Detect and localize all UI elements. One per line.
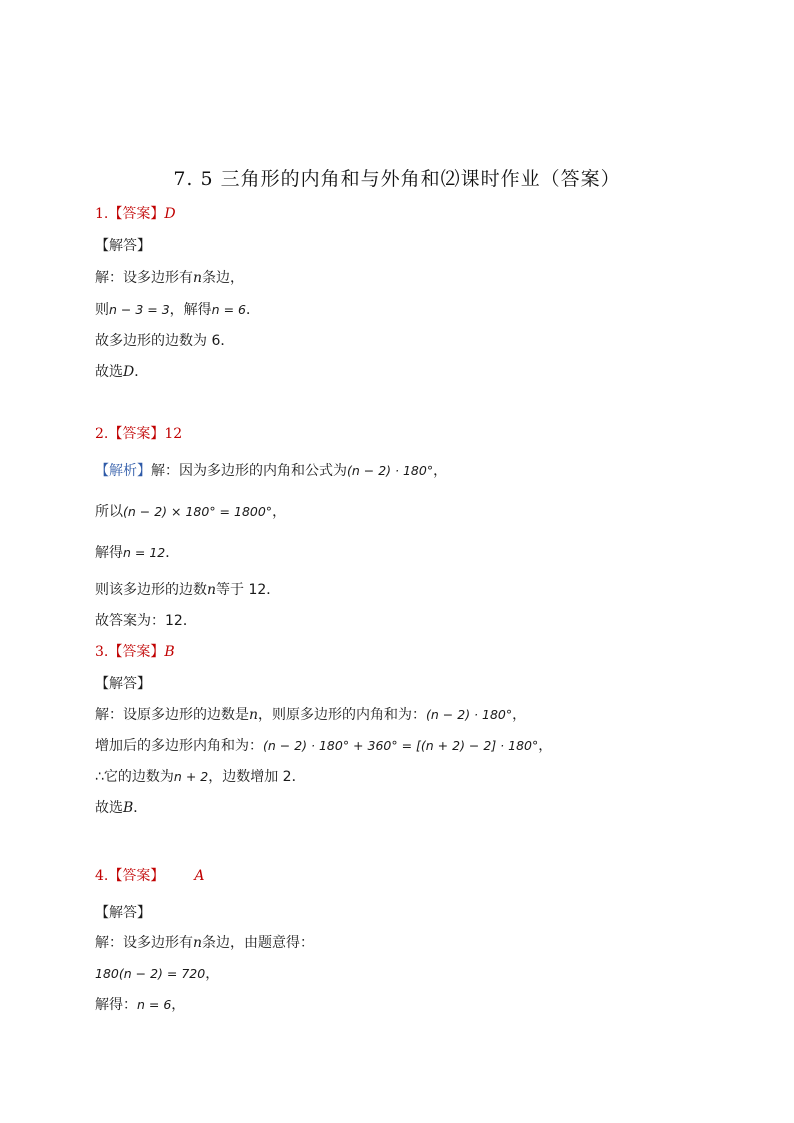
q3-answer-label: 【答案】 <box>108 644 165 660</box>
q1-line-1-text: 解：设多边形有 <box>95 270 193 286</box>
q1-line-2-math: n − 3 = 3 <box>109 302 170 317</box>
q1-answer-line <box>95 205 176 223</box>
q3-line-1-text3: ， <box>512 707 527 723</box>
q2-line-2-math: (n − 2) × 180° = 1800° <box>123 504 273 519</box>
q1-line-1-var: n <box>193 270 203 286</box>
q3-line-3 <box>95 768 306 786</box>
q1-line-1-text2: 条边， <box>202 270 245 286</box>
q3-line-4-var: B <box>123 800 134 816</box>
q3-line-2-text2: ， <box>538 738 553 754</box>
q2-answer-value: 12 <box>164 426 183 442</box>
q3-answer-line <box>95 643 175 661</box>
q3-line-1-math: (n − 2) · 180° <box>426 707 513 722</box>
q4-line-3-text2: ， <box>171 997 186 1013</box>
q1-line-2-text: 则 <box>95 302 109 318</box>
q1-line-2-math2: n = 6 <box>211 302 246 317</box>
q2-line-1 <box>95 462 447 480</box>
q1-line-4-text: 故选 <box>95 364 123 380</box>
q4-line-1 <box>95 934 314 952</box>
q4-answer-line <box>95 867 204 885</box>
q3-line-2 <box>95 737 552 755</box>
q4-line-2 <box>95 965 219 983</box>
q3-line-3-math: n + 2 <box>173 769 209 784</box>
q1-line-4-var: D <box>123 364 135 380</box>
q2-line-4-var: n <box>207 582 217 598</box>
q2-answer-label: 【答案】 <box>108 426 165 442</box>
q4-line-2-math: 180(n − 2) = 720 <box>95 966 206 981</box>
q4-line-1-text: 解：设多边形有 <box>95 935 193 951</box>
q1-line-4 <box>95 363 148 381</box>
q1-answer-label: 【答案】 <box>108 206 165 222</box>
q3-line-1-text: 解：设原多边形的边数是 <box>95 707 249 723</box>
q2-line-1-text: 解：因为多边形的内角和公式为 <box>151 463 347 479</box>
q4-number: 4. <box>95 868 109 884</box>
q3-number: 3. <box>95 644 109 660</box>
q4-answer-value: A <box>194 868 205 884</box>
q2-line-1-text2: ， <box>433 463 448 479</box>
q3-line-1-text2: ，则原多边形的内角和为： <box>258 707 427 723</box>
q2-line-2-text: 所以 <box>95 504 123 520</box>
q1-line-3: 故多边形的边数为 6． <box>95 333 235 349</box>
q4-answer-label: 【答案】 <box>108 868 165 884</box>
q2-line-4 <box>95 581 280 599</box>
q2-line-2 <box>95 503 286 521</box>
q2-jiexi-label: 【解析】 <box>95 463 151 479</box>
q1-section-label: 【解答】 <box>95 238 151 254</box>
q2-line-1-math: (n − 2) · 180° <box>347 463 434 478</box>
q3-answer-value: B <box>164 644 175 660</box>
q3-line-1-var: n <box>249 707 259 723</box>
q4-line-2-text: ， <box>205 966 220 982</box>
q3-line-4 <box>95 799 147 817</box>
q1-line-2-text2: ，解得 <box>169 302 212 318</box>
q1-line-2 <box>95 301 260 319</box>
q4-line-1-text2: 条边，由题意得： <box>202 935 315 951</box>
q3-line-3-text: ∴它的边数为 <box>95 769 174 785</box>
q4-line-3 <box>95 996 185 1014</box>
q1-answer-value: D <box>164 206 176 222</box>
q2-line-3 <box>95 544 179 562</box>
q3-section-label: 【解答】 <box>95 676 151 692</box>
q1-line-4-text2: ． <box>134 364 149 380</box>
q1-number: 1. <box>95 206 109 222</box>
q4-line-3-text: 解得： <box>95 997 137 1013</box>
q2-line-3-text2: ． <box>165 545 180 561</box>
q1-line-2-text3: ． <box>245 302 260 318</box>
q2-line-4-text: 则该多边形的边数 <box>95 582 207 598</box>
q2-line-3-math: n = 12 <box>123 545 166 560</box>
q2-answer-line <box>95 425 182 443</box>
q2-line-4-text2: 等于 12． <box>216 582 281 598</box>
q3-line-4-text2: ． <box>133 800 148 816</box>
q1-line-1 <box>95 269 244 287</box>
q4-section-label: 【解答】 <box>95 905 151 921</box>
q2-line-2-text2: ， <box>272 504 287 520</box>
q3-line-2-math: (n − 2) · 180° + 360° = [(n + 2) − 2] · 180° <box>263 738 539 753</box>
page-title: 7. 5 三角形的内角和与外角和⑵课时作业（答案） <box>173 168 621 190</box>
q4-line-3-math: n = 6 <box>137 997 172 1012</box>
q3-line-4-text: 故选 <box>95 800 123 816</box>
q2-number: 2. <box>95 426 109 442</box>
q4-line-1-var: n <box>193 935 203 951</box>
q3-line-2-text: 增加后的多边形内角和为： <box>95 738 263 754</box>
q3-line-1 <box>95 706 526 724</box>
q2-line-3-text: 解得 <box>95 545 123 561</box>
q2-line-5: 故答案为：12． <box>95 613 197 629</box>
q3-line-3-text2: ，边数增加 2． <box>208 769 306 785</box>
